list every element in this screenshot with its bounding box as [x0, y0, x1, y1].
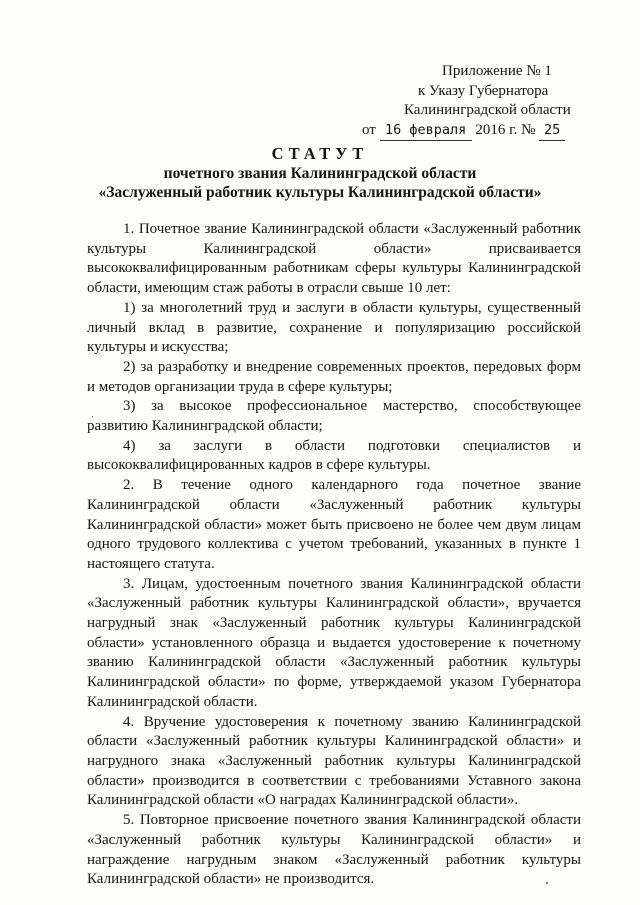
decree-date: 16 февраля	[380, 121, 472, 142]
paragraph-2: 2. В течение одного календарного года почетное звание Калининградской области «Заслуженный работник культуры Калининградской области» может быть присвоено не более чем двум лицам одного трудового коллектива с учетом требований, указанных в пункте 1 настоящего статута.	[87, 477, 581, 572]
appendix-decree-ref: к Указу Губернатора	[418, 82, 549, 99]
document-title: СТАТУТ	[271, 144, 369, 163]
appendix-number: Приложение № 1	[442, 63, 552, 79]
statute-body	[87, 220, 581, 890]
subtitle-line-2: «Заслуженный работник культуры Калининградской области»	[98, 184, 542, 201]
date-prefix: от	[362, 121, 376, 138]
appendix-date-line	[362, 121, 600, 142]
subparagraph-3: 3) за высокое профессиональное мастерство, способствующее развитию Калининградской области;	[87, 398, 581, 435]
number-prefix: №	[521, 121, 536, 138]
scan-speck	[546, 882, 548, 884]
scan-speck	[92, 416, 93, 417]
appendix-region: Калининградской области	[404, 102, 571, 118]
paragraph-5: 5. Повторное присвоение почетного звания Калининградской области «Заслуженный работник культуры Калининградской области» и награждение нагрудным знаком «Заслуженный работник культуры Калининградской области» не производится.	[87, 812, 581, 888]
decree-year: 2016 г.	[475, 121, 518, 138]
subtitle-line-1: почетного звания Калининградской области	[163, 165, 477, 182]
subparagraph-1: 1) за многолетний труд и заслуги в области культуры, существенный личный вклад в развитие, сохранение и популяризацию российской культуры и искусства;	[87, 299, 581, 356]
document-subtitle	[0, 164, 640, 202]
paragraph-3: 3. Лицам, удостоенным почетного звания Калининградской области «Заслуженный работник культуры Калининградской области», вручается нагрудный знак «Заслуженный работник культуры Калининградской области» установленного образца и выдается удостоверение к почетному званию Калининградской области «Заслуженный работник культуры Калининградской области» по форме, утверждаемой указом Губернатора Калининградской области.	[87, 575, 581, 710]
subparagraph-2: 2) за разработку и внедрение современных проектов, передовых форм и методов организации труда в сфере культуры;	[87, 358, 581, 395]
appendix-header	[362, 62, 600, 141]
paragraph-1: 1. Почетное звание Калининградской области «Заслуженный работник культуры Калининградской области» присваивается высококвалифицированным работникам сферы культуры Калининградской области, имеющим стаж работы в отрасли свыше 10 лет:	[87, 221, 581, 297]
subparagraph-4: 4) за заслуги в области подготовки специалистов и высококвалифицированных кадров в сфере культуры.	[87, 437, 581, 474]
paragraph-4: 4. Вручение удостоверения к почетному званию Калининградской области «Заслуженный работник культуры Калининградской области» и нагрудного знака «Заслуженный работник культуры Калининградской области» производится в соответствии с требованиями Уставного закона Калининградской области «О наградах Калининградской области».	[87, 713, 581, 809]
decree-number: 25	[539, 121, 565, 142]
